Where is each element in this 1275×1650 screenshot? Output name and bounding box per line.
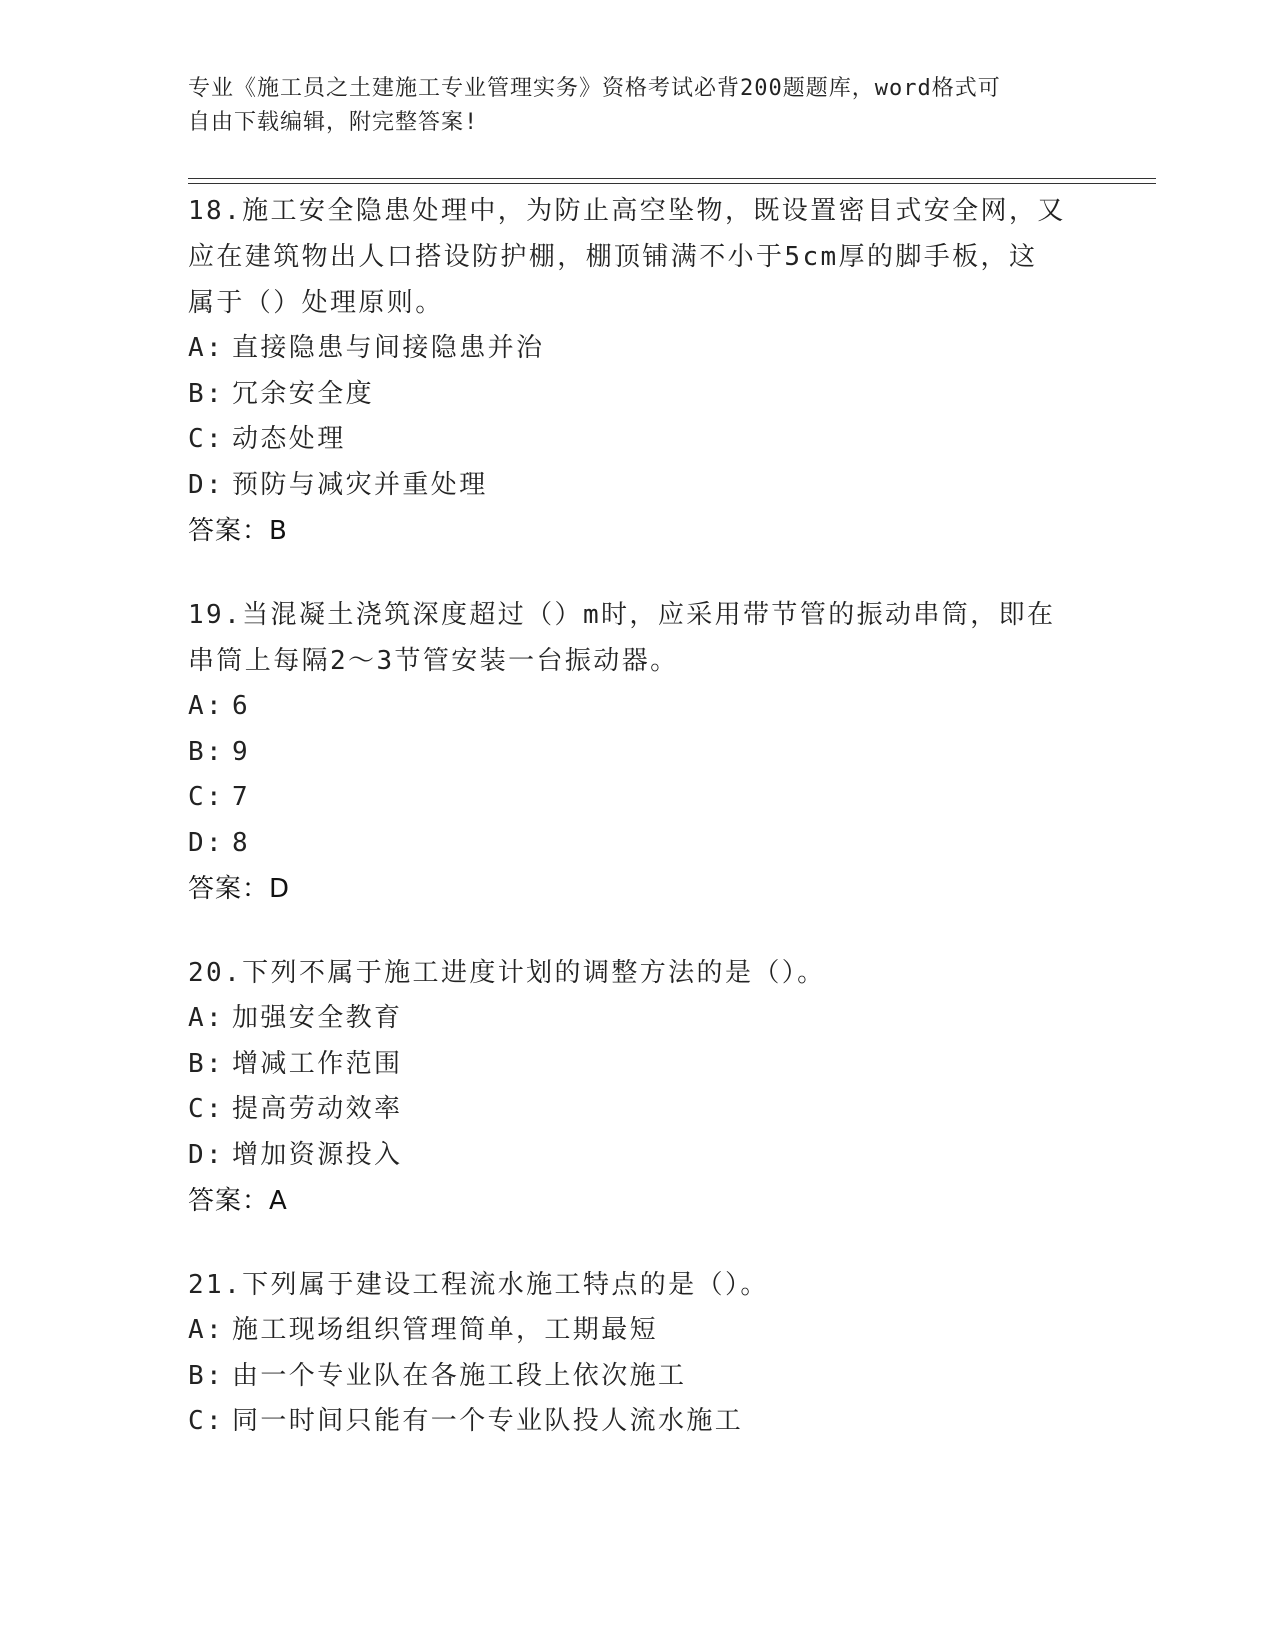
answer	[188, 866, 1088, 912]
question-line: 属于（）处理原则。	[188, 288, 444, 318]
answer-label: 答案：	[188, 1186, 270, 1216]
option-key: C:	[188, 782, 225, 812]
header-line-1: 专业《施工员之土建施工专业管理实务》资格考试必背200题题库，word格式可	[188, 76, 1001, 101]
option-text: 8	[232, 827, 251, 858]
header-line-2: 自由下载编辑，附完整答案!	[188, 110, 479, 135]
answer-value: B	[269, 516, 288, 546]
option-b	[188, 730, 1088, 776]
option-text: 动态处理	[232, 424, 346, 454]
question-line: 应在建筑物出人口搭设防护棚，棚顶铺满不小于5cm厚的脚手板，这	[188, 242, 1038, 272]
option-c	[188, 417, 1088, 463]
option-d	[188, 463, 1088, 509]
answer	[188, 508, 1088, 554]
answer-label: 答案：	[188, 516, 270, 546]
question-line: 19.当混凝土浇筑深度超过（）m时，应采用带节管的振动串筒，即在	[188, 600, 1056, 630]
option-a	[188, 684, 1088, 730]
question-text	[188, 592, 1088, 684]
option-a	[188, 1308, 1088, 1354]
option-key: B:	[188, 1360, 225, 1391]
question-line: 21.下列属于建设工程流水施工特点的是（）。	[188, 1270, 769, 1300]
option-text: 预防与减灾并重处理	[232, 469, 488, 500]
question-19	[188, 592, 1088, 912]
option-key: A:	[188, 333, 225, 363]
question-20	[188, 950, 1088, 1224]
option-key: B:	[188, 1048, 225, 1079]
option-text: 增减工作范围	[232, 1048, 403, 1079]
option-text: 提高劳动效率	[232, 1094, 403, 1124]
option-a	[188, 996, 1088, 1042]
option-text: 由一个专业队在各施工段上依次施工	[232, 1360, 687, 1391]
question-text	[188, 188, 1088, 326]
answer-label: 答案：	[188, 874, 270, 904]
option-key: D:	[188, 469, 225, 500]
option-text: 加强安全教育	[232, 1003, 403, 1033]
option-key: B:	[188, 736, 225, 767]
option-key: A:	[188, 691, 225, 721]
option-key: D:	[188, 1139, 225, 1170]
question-list	[188, 188, 1088, 1483]
question-line: 18.施工安全隐患处理中，为防止高空坠物，既设置密目式安全网，又	[188, 196, 1066, 226]
answer	[188, 1178, 1088, 1224]
option-text: 冗余安全度	[232, 378, 375, 409]
option-text: 同一时间只能有一个专业队投人流水施工	[232, 1406, 744, 1436]
question-line: 20.下列不属于施工进度计划的调整方法的是（）。	[188, 958, 826, 988]
header-divider-top	[188, 178, 1156, 179]
option-key: A:	[188, 1003, 225, 1033]
answer-value: A	[269, 1186, 288, 1216]
option-text: 9	[232, 736, 251, 767]
question-18	[188, 188, 1088, 554]
question-line: 串筒上每隔2～3节管安装一台振动器。	[188, 646, 679, 676]
option-key: A:	[188, 1315, 225, 1345]
option-text: 7	[232, 782, 251, 812]
option-c	[188, 775, 1088, 821]
option-b	[188, 1042, 1088, 1088]
question-text	[188, 1262, 1088, 1308]
option-key: C:	[188, 424, 225, 454]
option-text: 施工现场组织管理简单，工期最短	[232, 1315, 659, 1345]
answer-value: D	[269, 874, 291, 904]
option-key: C:	[188, 1094, 225, 1124]
option-text: 直接隐患与间接隐患并治	[232, 333, 545, 363]
option-text: 增加资源投入	[232, 1139, 403, 1170]
option-b	[188, 372, 1088, 418]
question-21	[188, 1262, 1088, 1445]
question-text	[188, 950, 1088, 996]
header-divider-bottom	[188, 183, 1156, 184]
option-c	[188, 1087, 1088, 1133]
option-c	[188, 1399, 1088, 1445]
option-d	[188, 1133, 1088, 1179]
option-b	[188, 1354, 1088, 1400]
option-d	[188, 821, 1088, 867]
option-key: B:	[188, 378, 225, 409]
option-text: 6	[232, 691, 251, 721]
document-header	[188, 72, 1088, 140]
option-a	[188, 326, 1088, 372]
option-key: C:	[188, 1406, 225, 1436]
option-key: D:	[188, 827, 225, 858]
